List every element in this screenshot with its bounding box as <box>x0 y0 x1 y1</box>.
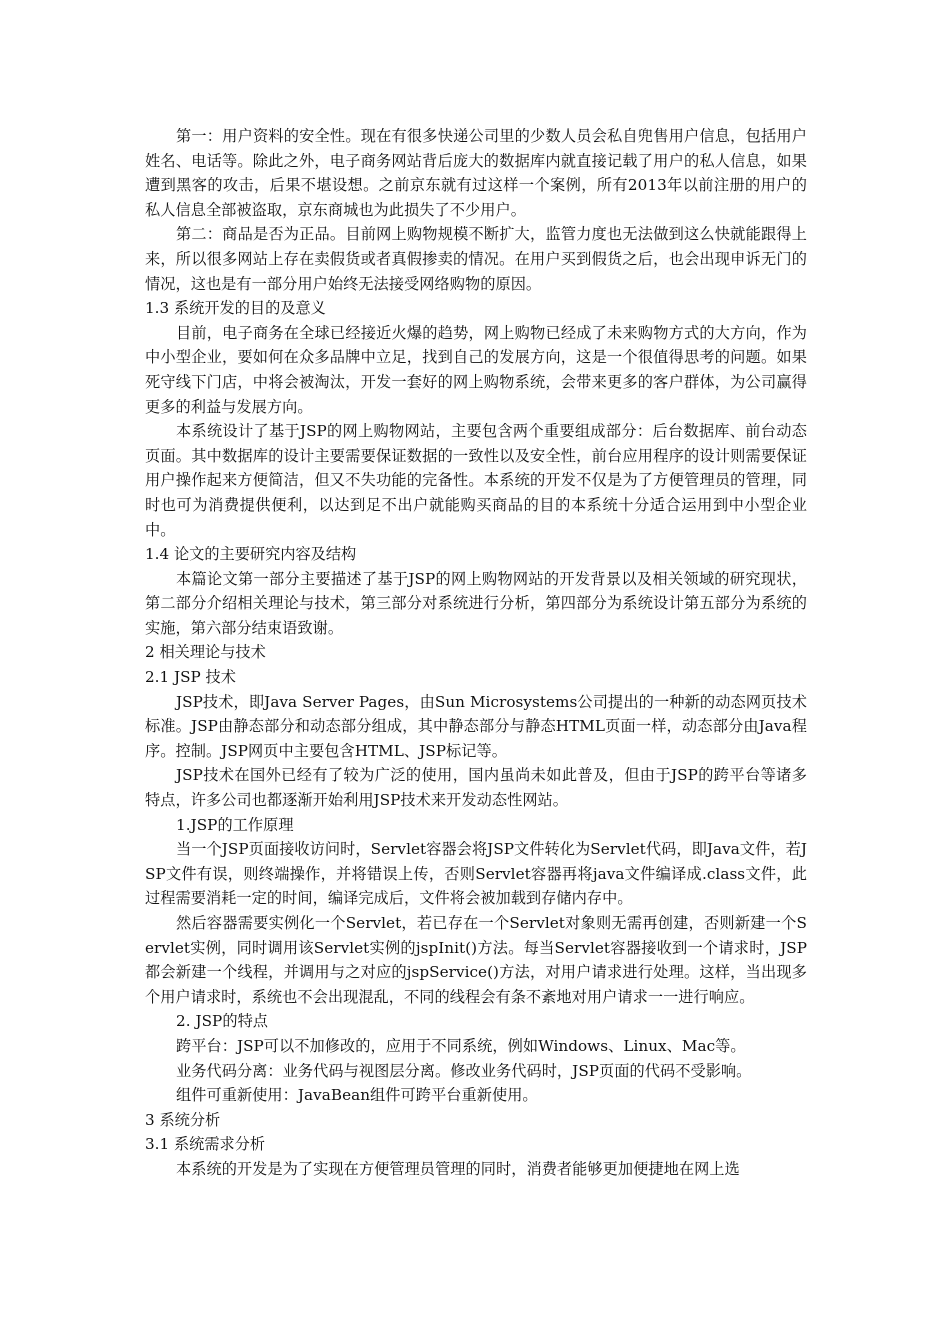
paragraph-servlet-instance: 然后容器需要实例化一个Servlet，若已存在一个Servlet对象则无需再创建，否则新建一个Servlet实例，同时调用该Servlet实例的jspInit()方法。每当Servlet容器接收到一个请求时，JSP都会新建一个线程，并调用与之对应的jspService()方法，对用户请求进行处理。这样，当出现多个用户请求时，系统也不会出现混乱，不同的线程会有条不紊地对用户请求一一进行响应。 <box>145 914 807 1006</box>
heading-2-1: 2.1 JSP 技术 <box>145 668 236 687</box>
paragraph-development-purpose: 目前，电子商务在全球已经接近火爆的趋势，网上购物已经成了未来购物方式的大方向，作为中小型企业，要如何在众多品牌中立足，找到自己的发展方向，这是一个很值得思考的问题。如果死守线下门店，中将会被淘汰，开发一套好的网上购物系统，会带来更多的客户群体，为公司赢得更多的利益与发展方向。 <box>145 323 807 416</box>
paragraph-genuine-goods: 第二：商品是否为正品。目前网上购物规模不断扩大，监管力度也无法做到这么快就能跟得上来，所以很多网站上存在卖假货或者真假掺卖的情况。在用户买到假货之后，也会出现申诉无门的情况，这也是有一部分用户始终无法接受网络购物的原因。 <box>145 225 807 293</box>
heading-3: 3 系统分析 <box>145 1110 221 1129</box>
paragraph-jsp-compile: 当一个JSP页面接收访问时，Servlet容器会将JSP文件转化为Servlet代码，即Java文件，若JSP文件有误，则终端操作，并将错误上传，否则Servlet容器再将java文件编译成.class文件，此过程需要消耗一定的时间，编译完成后，文件将会被加载到存储内存中。 <box>145 840 807 908</box>
subheading-jsp-features: 2. JSP的特点 <box>176 1012 269 1031</box>
heading-1-4: 1.4 论文的主要研究内容及结构 <box>145 545 357 564</box>
paragraph-cross-platform: 跨平台：JSP可以不加修改的，应用于不同系统，例如Windows、Linux、Mac等。 <box>176 1036 746 1055</box>
paragraph-system-design: 本系统设计了基于JSP的网上购物网站，主要包含两个重要组成部分：后台数据库、前台动态页面。其中数据库的设计主要需要保证数据的一致性以及安全性，前台应用程序的设计则需要保证用户操作起来方便简洁，但又不失功能的完备性。本系统的开发不仅是为了方便管理员的管理，同时也可为消费提供便利，以达到足不出户就能购买商品的目的本系统十分适合运用到中小型企业中。 <box>145 422 807 539</box>
paragraph-code-separation: 业务代码分离：业务代码与视图层分离。修改业务代码时，JSP页面的代码不受影响。 <box>176 1061 752 1080</box>
paragraph-jsp-definition: JSP技术，即Java Server Pages，由Sun Microsystems公司提出的一种新的动态网页技术标准。JSP由静态部分和动态部分组成，其中静态部分与静态HTML页面一样，动态部分由Java程序。控制。JSP网页中主要包含HTML、JSP标记等。 <box>145 692 807 760</box>
document-body <box>145 124 807 1182</box>
subheading-jsp-working-principle: 1.JSP的工作原理 <box>176 815 294 834</box>
paragraph-user-data-security: 第一：用户资料的安全性。现在有很多快递公司里的少数人员会私自兜售用户信息，包括用户姓名、电话等。除此之外，电子商务网站背后庞大的数据库内就直接记载了用户的私人信息，如果遭到黑客的攻击，后果不堪设想。之前京东就有过这样一个案例，所有2013年以前注册的用户的私人信息全部被盗取，京东商城也为此损失了不少用户。 <box>145 127 807 219</box>
heading-1-3: 1.3 系统开发的目的及意义 <box>145 299 326 318</box>
heading-3-1: 3.1 系统需求分析 <box>145 1135 266 1154</box>
paragraph-requirements-analysis: 本系统的开发是为了实现在方便管理员管理的同时，消费者能够更加便捷地在网上选 <box>176 1159 740 1178</box>
paragraph-thesis-structure: 本篇论文第一部分主要描述了基于JSP的网上购物网站的开发背景以及相关领域的研究现状，第二部分介绍相关理论与技术，第三部分对系统进行分析，第四部分为系统设计第五部分为系统的实施，第六部分结束语致谢。 <box>145 569 807 637</box>
paragraph-jsp-adoption: JSP技术在国外已经有了较为广泛的使用，国内虽尚未如此普及，但由于JSP的跨平台等诸多特点，许多公司也都逐渐开始利用JSP技术来开发动态性网站。 <box>145 766 807 810</box>
heading-2: 2 相关理论与技术 <box>145 643 266 662</box>
paragraph-reusable-components: 组件可重新使用：JavaBean组件可跨平台重新使用。 <box>176 1086 538 1105</box>
